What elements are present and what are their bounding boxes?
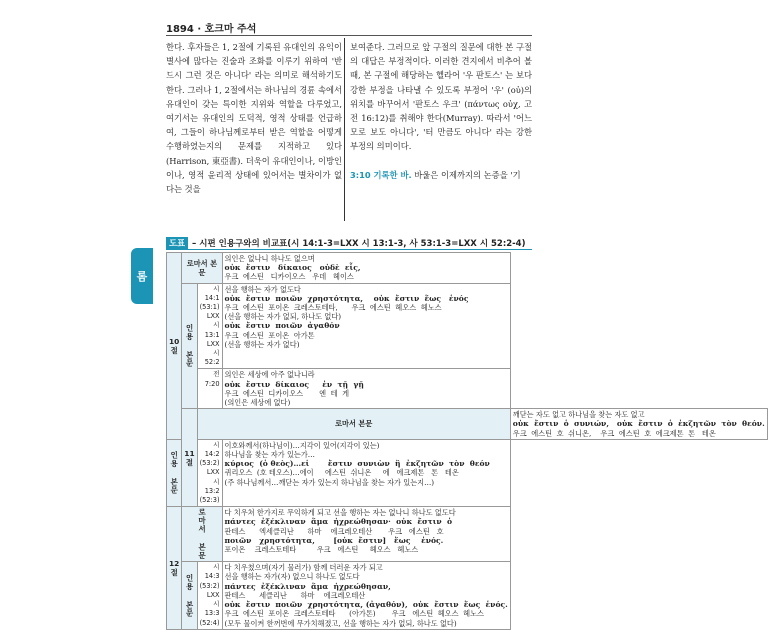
quote-reference: 시 14:3 (53:2) LXX 시 13:3 (52:4) bbox=[197, 562, 222, 629]
table-row bbox=[167, 562, 768, 629]
transliteration-line: 우크 에스틴 포이온 크레스토테타 (아가톤) 우크 에스틴 헤오스 헤노스 bbox=[224, 609, 484, 619]
transliteration-line: 포이온 크레스토테타 우크 에스틴 헤오스 헤노스 bbox=[224, 545, 419, 555]
book-side-tab: 롬 bbox=[131, 248, 153, 304]
comparison-table bbox=[166, 252, 768, 630]
transliteration-line: 판테스 세클리난 하마 에크레오테산 bbox=[224, 590, 366, 600]
greek-line: πάντες ἐξέκλιναν ἅμα ἠχρεώθησαν, bbox=[224, 581, 391, 591]
roman-text-label: 로마서 본문 bbox=[197, 409, 510, 440]
header-rule bbox=[166, 35, 532, 36]
greek-line: οὐκ ἔστιν ποιῶν ἀγαθόν bbox=[224, 321, 340, 331]
korean-line: 선을 행하는 자가(자) 없으니 하나도 없도다 bbox=[224, 572, 360, 582]
translation-line: (선을 행하는 자가 없다) bbox=[224, 339, 300, 349]
left-column-text: 한다. 후자들은 1, 2절에 기록된 유대인의 유익이 별사에 많다는 진술과 조화를 이루기 위하여 '반드시 그런 것은 아니다' 라는 의미로 해석하기도 한다. 그러나 1, 2절에서는 하나님의 경륜 속에서 유대인이 갖는 특이한 지위와 역할을 다루었고, 여기서는 유대인의 도덕적, 영적 상태를 언급하여, 그들이 하나님께로부터 받은 역할을 어떻게 수행하였는지의 문제를 지적하고 있다(Harrison, 東亞書). 더욱이 유대인이나, 이방인이나, 영적 윤리적 상태에 있어서는 별차이가 없다는 것을 bbox=[166, 42, 342, 195]
column-divider bbox=[344, 38, 345, 221]
korean-line: 다 치우쳤으며(자기 물러가) 함께 더러운 자가 되고 bbox=[224, 563, 383, 573]
transliteration-line: 우크 에스틴 포이온 크레스토테타, 우크 에스틴 헤오스 헤노스 bbox=[224, 303, 442, 313]
quote-text-label: 인용 본문 bbox=[182, 562, 197, 629]
page-header: 1894 · 호크마 주석 bbox=[166, 24, 257, 35]
greek-line: οὐκ ἔστιν δίκαιος ἐν τῇ γῇ bbox=[224, 379, 364, 389]
roman-text-cell bbox=[222, 253, 510, 284]
translation-line: (모두 물이켜 한꺼번에 무가치해졌고, 선을 행하는 자가 없되, 하나도 없다) bbox=[224, 618, 457, 628]
greek-line: κύριος (ὁ θεὸς)…εἰ ἔστιν συνιὼν ἢ ἐκζητῶν τὸν θεόν bbox=[224, 459, 490, 469]
korean-line: 의인은 세상에 아주 없나니라 bbox=[224, 370, 315, 380]
table-row bbox=[167, 507, 768, 562]
greek-line: πάντες ἐξέκλιναν ἅμα ἠχρεώθησαν· οὐκ ἔστιν ὁ bbox=[224, 517, 453, 527]
table-badge: 도표 bbox=[166, 237, 188, 249]
quote-text-cell bbox=[222, 439, 510, 506]
quote-reference: 전 7:20 bbox=[197, 369, 222, 409]
greek-line: ποιῶν χρηστότητα, [οὐκ ἔστιν] ἕως ἑνός. bbox=[224, 535, 444, 545]
verse-number: 12절 bbox=[167, 507, 182, 629]
quote-text-label: 인용 본문 bbox=[167, 439, 182, 506]
transliteration-line: 우크 에스틴 디카이오스 엔 테 게 bbox=[224, 388, 350, 398]
quote-reference: 시 14:2 (53:2) LXX 시 13:2 (52:3) bbox=[197, 439, 222, 506]
korean-line: 의인은 없나니 하나도 없으며 bbox=[224, 254, 315, 263]
translation-line: (의인은 세상에 없다) bbox=[224, 398, 291, 408]
quote-text-cell bbox=[222, 562, 510, 629]
roman-text-label: 로마서 본문 bbox=[182, 507, 222, 562]
quote-text-cell bbox=[222, 369, 510, 409]
table-title: – 시편 인용구와의 비교표(시 14:1-3=LXX 시 13:1-3, 사 53:1-3=LXX 시 52:2-4) bbox=[192, 239, 526, 249]
translation-line: (주 하나님께서…깨닫는 자가 있는지 하나님을 찾는 자가 있는지…) bbox=[224, 477, 435, 487]
translation-line: (선을 행하는 자가 없되, 하나도 없다) bbox=[224, 312, 342, 322]
korean-line: 하나님을 찾는 자가 있는가… bbox=[224, 450, 315, 460]
korean-line: 이호와께서(하나님이)…지각이 있어(지각이 있는) bbox=[224, 440, 380, 450]
transliteration-line: 우크 에스틴 디카이오스 우데 헤이스 bbox=[224, 272, 354, 282]
verse-number: 11절 bbox=[182, 409, 197, 507]
greek-line: οὐκ ἔστιν ποιῶν χρηστότητα, οὐκ ἔστιν ἕως ἑνός bbox=[224, 293, 469, 303]
transliteration-line: 판테스 엑세클리난 하마 에크레오테산 우크 에스틴 호 bbox=[224, 526, 444, 536]
table-row bbox=[167, 439, 768, 506]
table-row bbox=[167, 283, 768, 369]
korean-line: 깨닫는 자도 없고 하나님을 찾는 자도 없고 bbox=[512, 410, 645, 420]
roman-text-cell bbox=[510, 409, 767, 440]
greek-line: οὐκ ἔστιν δίκαιος οὐδὲ εἷς, bbox=[224, 263, 361, 273]
section-text: 바울은 이제까지의 논증을 '기 bbox=[411, 169, 521, 180]
transliteration-line: 퀴리오스 (호 테오스)…에이 에스틴 쉬니온 에 에크제톤 톤 테온 bbox=[224, 468, 459, 478]
greek-line: οὐκ ἔστιν ὁ συνιών, οὐκ ἔστιν ὁ ἐκζητῶν τὸν θεόν. bbox=[512, 419, 765, 429]
section-reference: 3:10 기록한 바. bbox=[350, 169, 412, 180]
greek-line: οὐκ ἔστιν ποιῶν χρηστότητα, (ἀγαθόν), οὐκ ἔστιν ἕως ἑνός. bbox=[224, 600, 508, 610]
table-caption bbox=[166, 237, 525, 249]
quote-text-label: 인용 본문 bbox=[182, 283, 197, 409]
verse-number: 10절 bbox=[167, 253, 182, 440]
transliteration-line: 우크 에스틴 포이온 아가톤 bbox=[224, 330, 315, 340]
table-row bbox=[167, 369, 768, 409]
table-row bbox=[167, 409, 768, 440]
quote-reference: 시 14:1 (53:1) LXX 시 13:1 LXX 시 52:2 bbox=[197, 283, 222, 369]
korean-line: 다 치우쳐 한가지로 무익하게 되고 선을 행하는 자는 없나니 하나도 없도다 bbox=[224, 508, 456, 518]
roman-text-cell bbox=[222, 507, 510, 562]
transliteration-line: 우크 에스틴 호 쉬니온, 우크 에스틴 호 에크제톤 톤 테온 bbox=[512, 428, 716, 438]
right-column-text: 보여준다. 그러므로 앞 구절의 질문에 대한 본 구절의 대답은 부정적이다. 이러한 견지에서 비추어 볼 때, 본 구절에 해당하는 헬라어 '우 판토스' 는 보다 강한 부정을 나타낼 수 있도록 부정어 '우' (οὐ)의 위치를 바꾸어서 '판토스 우크' (πάντως οὐχ, 고전 16:12)를 취해야 한다(Murray). 따라서 '어느 모로 보도 아니다', '터 만큼도 아니다' 라는 강한 부정의 의미이다. bbox=[350, 42, 532, 152]
table-rule bbox=[166, 249, 532, 250]
roman-text-label: 로마서 본문 bbox=[182, 253, 222, 284]
quote-text-cell bbox=[222, 283, 510, 369]
right-column bbox=[350, 40, 532, 182]
table-row bbox=[167, 253, 768, 284]
korean-line: 선을 행하는 자가 없도다 bbox=[224, 284, 301, 294]
